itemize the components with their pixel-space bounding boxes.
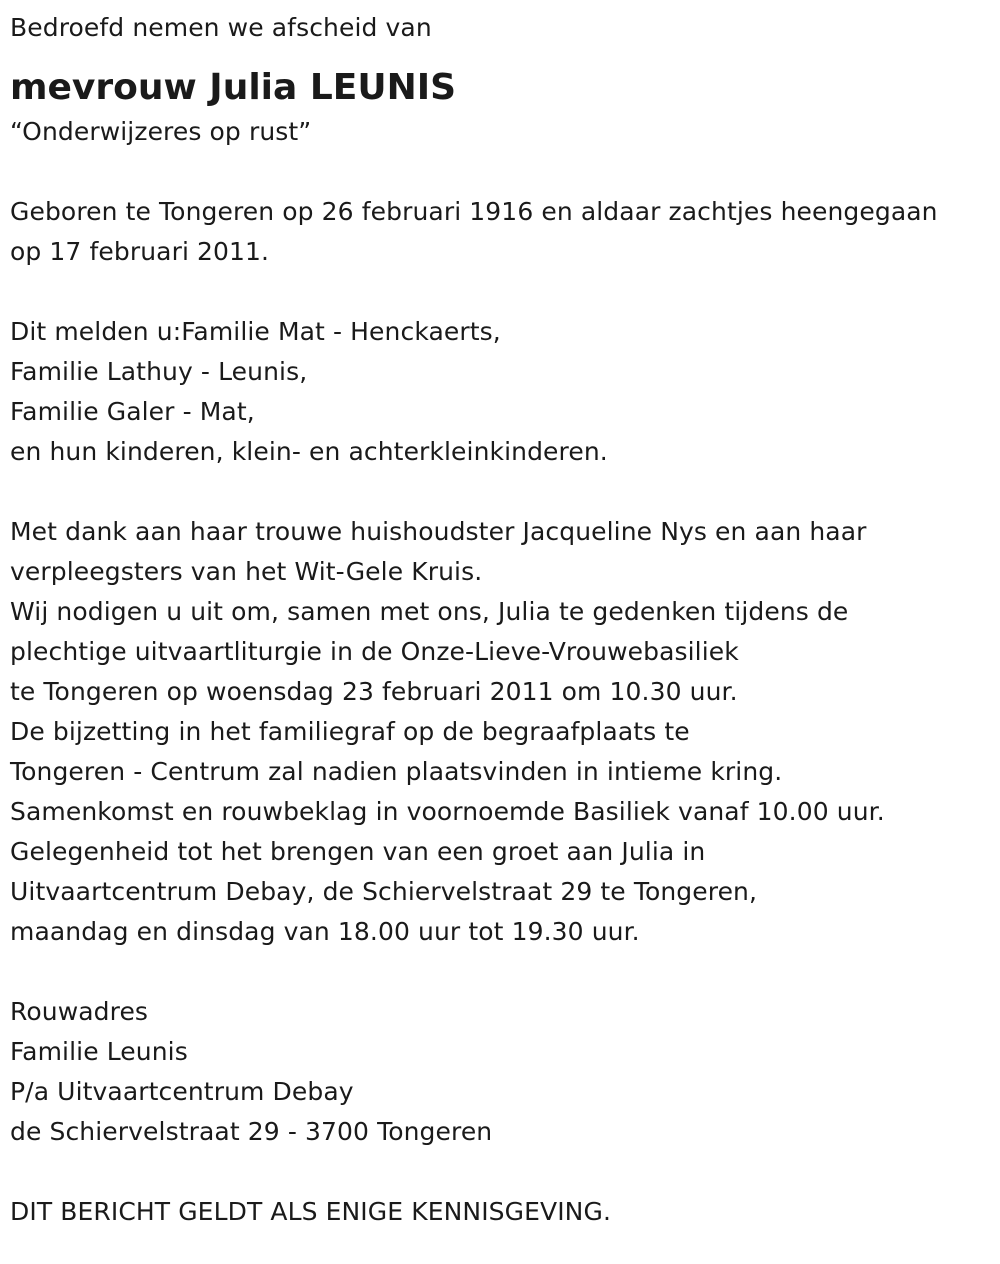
ceremony-line: De bijzetting in het familiegraf op de begraafplaats te: [10, 717, 690, 746]
ceremony-line: maandag en dinsdag van 18.00 uur tot 19.30 uur.: [10, 917, 640, 946]
ceremony-line: Tongeren - Centrum zal nadien plaatsvinden in intieme kring.: [10, 757, 783, 786]
deceased-title: “Onderwijzeres op rust”: [10, 117, 312, 146]
family-paragraph: [10, 312, 995, 472]
closing-notice: DIT BERICHT GELDT ALS ENIGE KENNISGEVING.: [10, 1197, 611, 1226]
ceremony-line: Samenkomst en rouwbeklag in voornoemde Basiliek vanaf 10.00 uur.: [10, 797, 885, 826]
spacer: [10, 472, 995, 512]
ceremony-line: verpleegsters van het Wit-Gele Kruis.: [10, 557, 483, 586]
address-line: P/a Uitvaartcentrum Debay: [10, 1077, 354, 1106]
spacer: [10, 152, 995, 192]
spacer: [10, 952, 995, 992]
ceremony-line: Gelegenheid tot het brengen van een groet aan Julia in: [10, 837, 706, 866]
family-line: Familie Lathuy - Leunis,: [10, 357, 308, 386]
ceremony-line: te Tongeren op woensdag 23 februari 2011 om 10.30 uur.: [10, 677, 738, 706]
deceased-name: mevrouw Julia LEUNIS: [10, 67, 457, 108]
address-line: Familie Leunis: [10, 1037, 188, 1066]
ceremony-line: plechtige uitvaartliturgie in de Onze-Lieve-Vrouwebasiliek: [10, 637, 739, 666]
address-line: Rouwadres: [10, 997, 149, 1026]
family-line: en hun kinderen, klein- en achterkleinkinderen.: [10, 437, 608, 466]
family-line: Dit melden u:Familie Mat - Henckaerts,: [10, 317, 501, 346]
intro-text: Bedroefd nemen we afscheid van: [10, 13, 432, 42]
obituary-notice: [10, 8, 995, 1232]
ceremony-line: Wij nodigen u uit om, samen met ons, Julia te gedenken tijdens de: [10, 597, 849, 626]
spacer: [10, 272, 995, 312]
address-block: [10, 992, 995, 1152]
ceremony-line: Met dank aan haar trouwe huishoudster Jacqueline Nys en aan haar: [10, 517, 867, 546]
ceremony-line: Uitvaartcentrum Debay, de Schiervelstraat 29 te Tongeren,: [10, 877, 758, 906]
spacer: [10, 1152, 995, 1192]
ceremony-paragraph: [10, 512, 995, 952]
birth-line: op 17 februari 2011.: [10, 237, 270, 266]
family-line: Familie Galer - Mat,: [10, 397, 255, 426]
birth-paragraph: [10, 192, 995, 272]
address-line: de Schiervelstraat 29 - 3700 Tongeren: [10, 1117, 493, 1146]
birth-line: Geboren te Tongeren op 26 februari 1916 en aldaar zachtjes heengegaan: [10, 197, 938, 226]
